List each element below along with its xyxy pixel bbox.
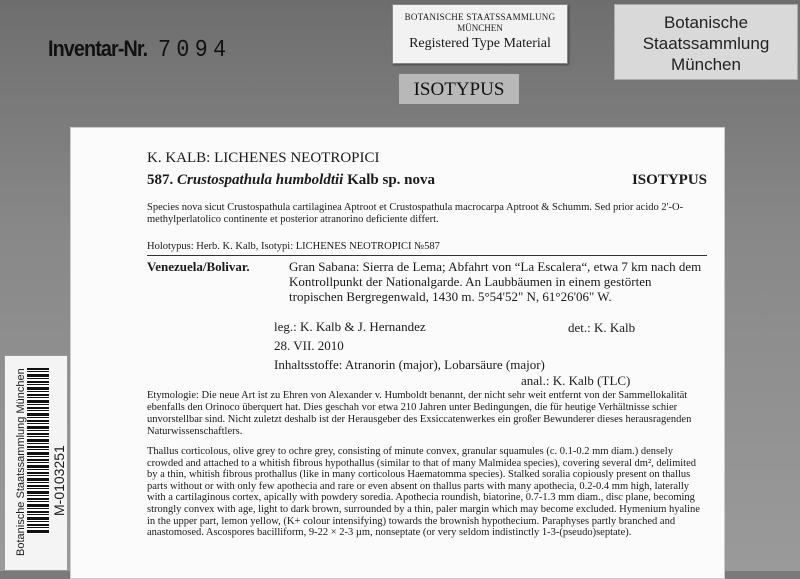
registered-line-3: Registered Type Material bbox=[409, 36, 551, 51]
species-description-text: Thallus corticolous, olive grey to ochre grey, consisting of minute convex, granular squamules (c. 0.1-0.2 mm diam.) densely crowded and attached to a whitish fibrous hypothallus (similar to that of many Malmidea species), covering several dm², delimited by a thin, whitish fibrous prothallus (like in many corticolous Haematomma species). Stalked soralia copiously present on thallus parts without or with only few apothecia and rare or even absent on thallus parts with many apothecia, 0.2-0.4 mm high, laterally with a cartilaginous cortex, apically with powdery soredia. Apothecia roundish, biatorine, 0.7-1.3 mm diam., disc plane, becoming strongly convex with age, light to dark brown, surrounded by a thin, paler margin which may become excluded. Hymenium hyaline in the upper part, lemon yellow, (K+ colour intensifying) towards the brownish hypothecium. Paraphyses partly branched and anastomosed. Ascospores bacilliform, 9-22 × 2-3 µm, nonseptate (or very seldom indistinctly 1-3-(pseudo)septate). bbox=[147, 446, 700, 539]
chemistry-text: Inhaltsstoffe: Atranorin (major), Lobarsäure (major) bbox=[274, 357, 545, 372]
inventory-label: Inventar-Nr. bbox=[48, 36, 148, 61]
type-status: ISOTYPUS bbox=[631, 172, 707, 188]
collector-text: leg.: K. Kalb & J. Hernandez bbox=[274, 319, 426, 334]
institution-stamp bbox=[614, 4, 798, 80]
inventory-number bbox=[48, 36, 231, 64]
barcode-label bbox=[4, 355, 68, 571]
exsiccata-number: 587. bbox=[147, 172, 174, 188]
inventory-value: 7094 bbox=[158, 37, 232, 64]
collection-date: 28. VII. 2010 bbox=[274, 338, 344, 353]
isotypus-label: ISOTYPUS bbox=[398, 73, 520, 105]
registered-line-2: MÜNCHEN bbox=[457, 23, 503, 33]
locality-text: Gran Sabana: Sierra de Lema; Abfahrt von “La Escalera“, etwa 7 km nach dem Kontrollpunkt der Nationalgarde. An Laubbäumen in einem gestörten tropischen Bergregenwald, 1430 m. 5°54'52" N, 61°26'06" W. bbox=[289, 259, 702, 304]
stamp-line-3: München bbox=[671, 55, 741, 74]
country-region: Venezuela/Bolivar. bbox=[147, 259, 250, 274]
barcode-number: M-0103251 bbox=[51, 445, 67, 516]
divider bbox=[147, 255, 707, 256]
registered-type-label bbox=[392, 4, 568, 64]
determiner-text: det.: K. Kalb bbox=[568, 320, 636, 335]
specimen-label-sheet bbox=[70, 127, 725, 579]
barcode bbox=[27, 368, 49, 534]
registered-line-1: BOTANISCHE STAATSSAMMLUNG bbox=[404, 12, 556, 22]
etymology-text: Etymologie: Die neue Art ist zu Ehren von Alexander v. Humboldt benannt, der nicht sehr weit entfernt von der Sammellokalität ebenfalls den Orinoco überquert hat. Dies geschah vor etwa 210 Jahren unter Bedingungen, die für heutige Verhältnisse schier unvorstellbar sind. Nicht zuletzt deshalb ist der Herausgeber des Exsiccatenwerkes ein großer Bewunderer dieses herausragenden Naturwissenschaftlers. bbox=[147, 390, 692, 437]
taxon-heading bbox=[147, 172, 707, 189]
diagnosis-text: Species nova sicut Crustospathula cartilaginea Aptroot et Crustospathula macrocarpa Aptroot & Schumm. Sed prior acido 2'-O-methylperlatolico continente et posterior atranorino deficiente differt. bbox=[147, 202, 684, 225]
stamp-line-2: Staatssammlung bbox=[642, 34, 770, 53]
barcode-institution: Botanische Staatssammlung München bbox=[15, 368, 27, 556]
holotype-text: Holotypus: Herb. K. Kalb, Isotypi: LICHENES NEOTROPICI №587 bbox=[147, 241, 440, 252]
taxon-name: Crustospathula humboldtii bbox=[177, 172, 344, 188]
series-title: K. KALB: LICHENES NEOTROPICI bbox=[147, 150, 380, 166]
analysis-text: anal.: K. Kalb (TLC) bbox=[521, 373, 631, 388]
stamp-line-1: Botanische bbox=[663, 13, 749, 32]
taxon-author: Kalb sp. nova bbox=[347, 172, 436, 188]
